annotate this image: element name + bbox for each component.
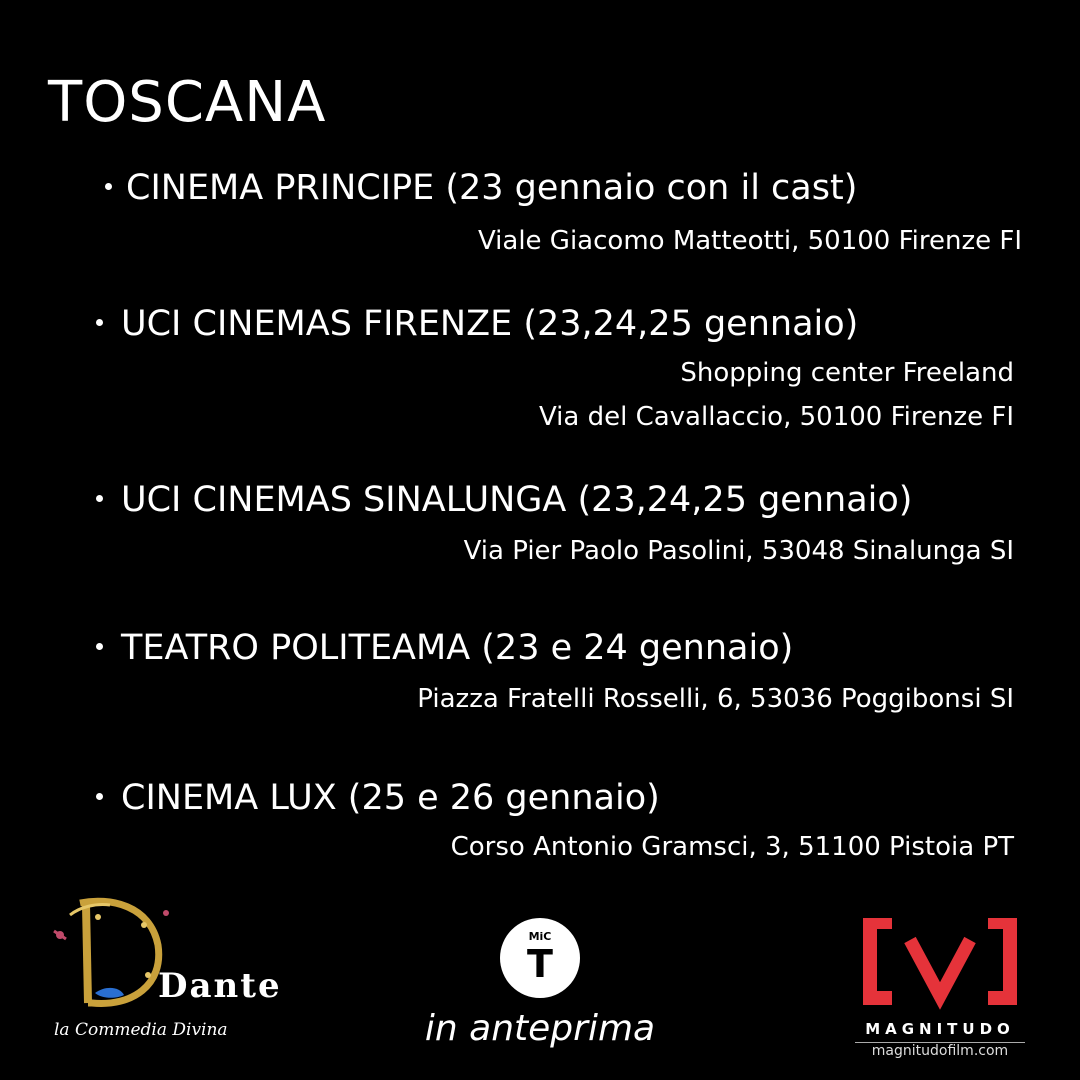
mic-label: MiC: [528, 930, 552, 943]
bullet-icon: [96, 495, 103, 502]
venue-address: Viale Giacomo Matteotti, 50100 Firenze FI: [477, 226, 1022, 256]
magnitudo-bracket-icon: [840, 918, 1040, 1018]
magnitudo-url: magnitudofilm.com: [855, 1042, 1025, 1059]
dante-subtitle: la Commedia Divina: [54, 1020, 228, 1040]
mic-logo: [500, 918, 580, 998]
magnitudo-name: MAGNITUDO: [865, 1020, 1015, 1038]
bullet-icon: [105, 183, 112, 190]
bullet-icon: [96, 793, 103, 800]
venue-address: Via del Cavallaccio, 50100 Firenze FI: [538, 402, 1014, 432]
venue-name: UCI CINEMAS SINALUNGA (23,24,25 gennaio): [121, 480, 913, 520]
dante-logo: [40, 895, 280, 1045]
venue-address: Corso Antonio Gramsci, 3, 51100 Pistoia PT: [450, 832, 1014, 862]
dante-title: Dante: [158, 966, 280, 1006]
dante-logo-art: [40, 895, 280, 1045]
venue-name: TEATRO POLITEAMA (23 e 24 gennaio): [121, 628, 794, 668]
venue-name: CINEMA LUX (25 e 26 gennaio): [121, 778, 660, 818]
mic-letter: T: [527, 942, 553, 986]
venue-address: Shopping center Freeland: [680, 358, 1014, 388]
venue-name: CINEMA PRINCIPE (23 gennaio con il cast): [126, 168, 858, 208]
venue-address: Piazza Fratelli Rosselli, 6, 53036 Poggibonsi SI: [417, 684, 1014, 714]
venue-address: Via Pier Paolo Pasolini, 53048 Sinalunga SI: [463, 536, 1014, 566]
bullet-icon: [96, 643, 103, 650]
magnitudo-logo: [840, 918, 1040, 1058]
region-title: TOSCANA: [48, 70, 327, 135]
tagline: in anteprima: [424, 1008, 656, 1049]
bullet-icon: [96, 319, 103, 326]
venue-name: UCI CINEMAS FIRENZE (23,24,25 gennaio): [121, 304, 859, 344]
